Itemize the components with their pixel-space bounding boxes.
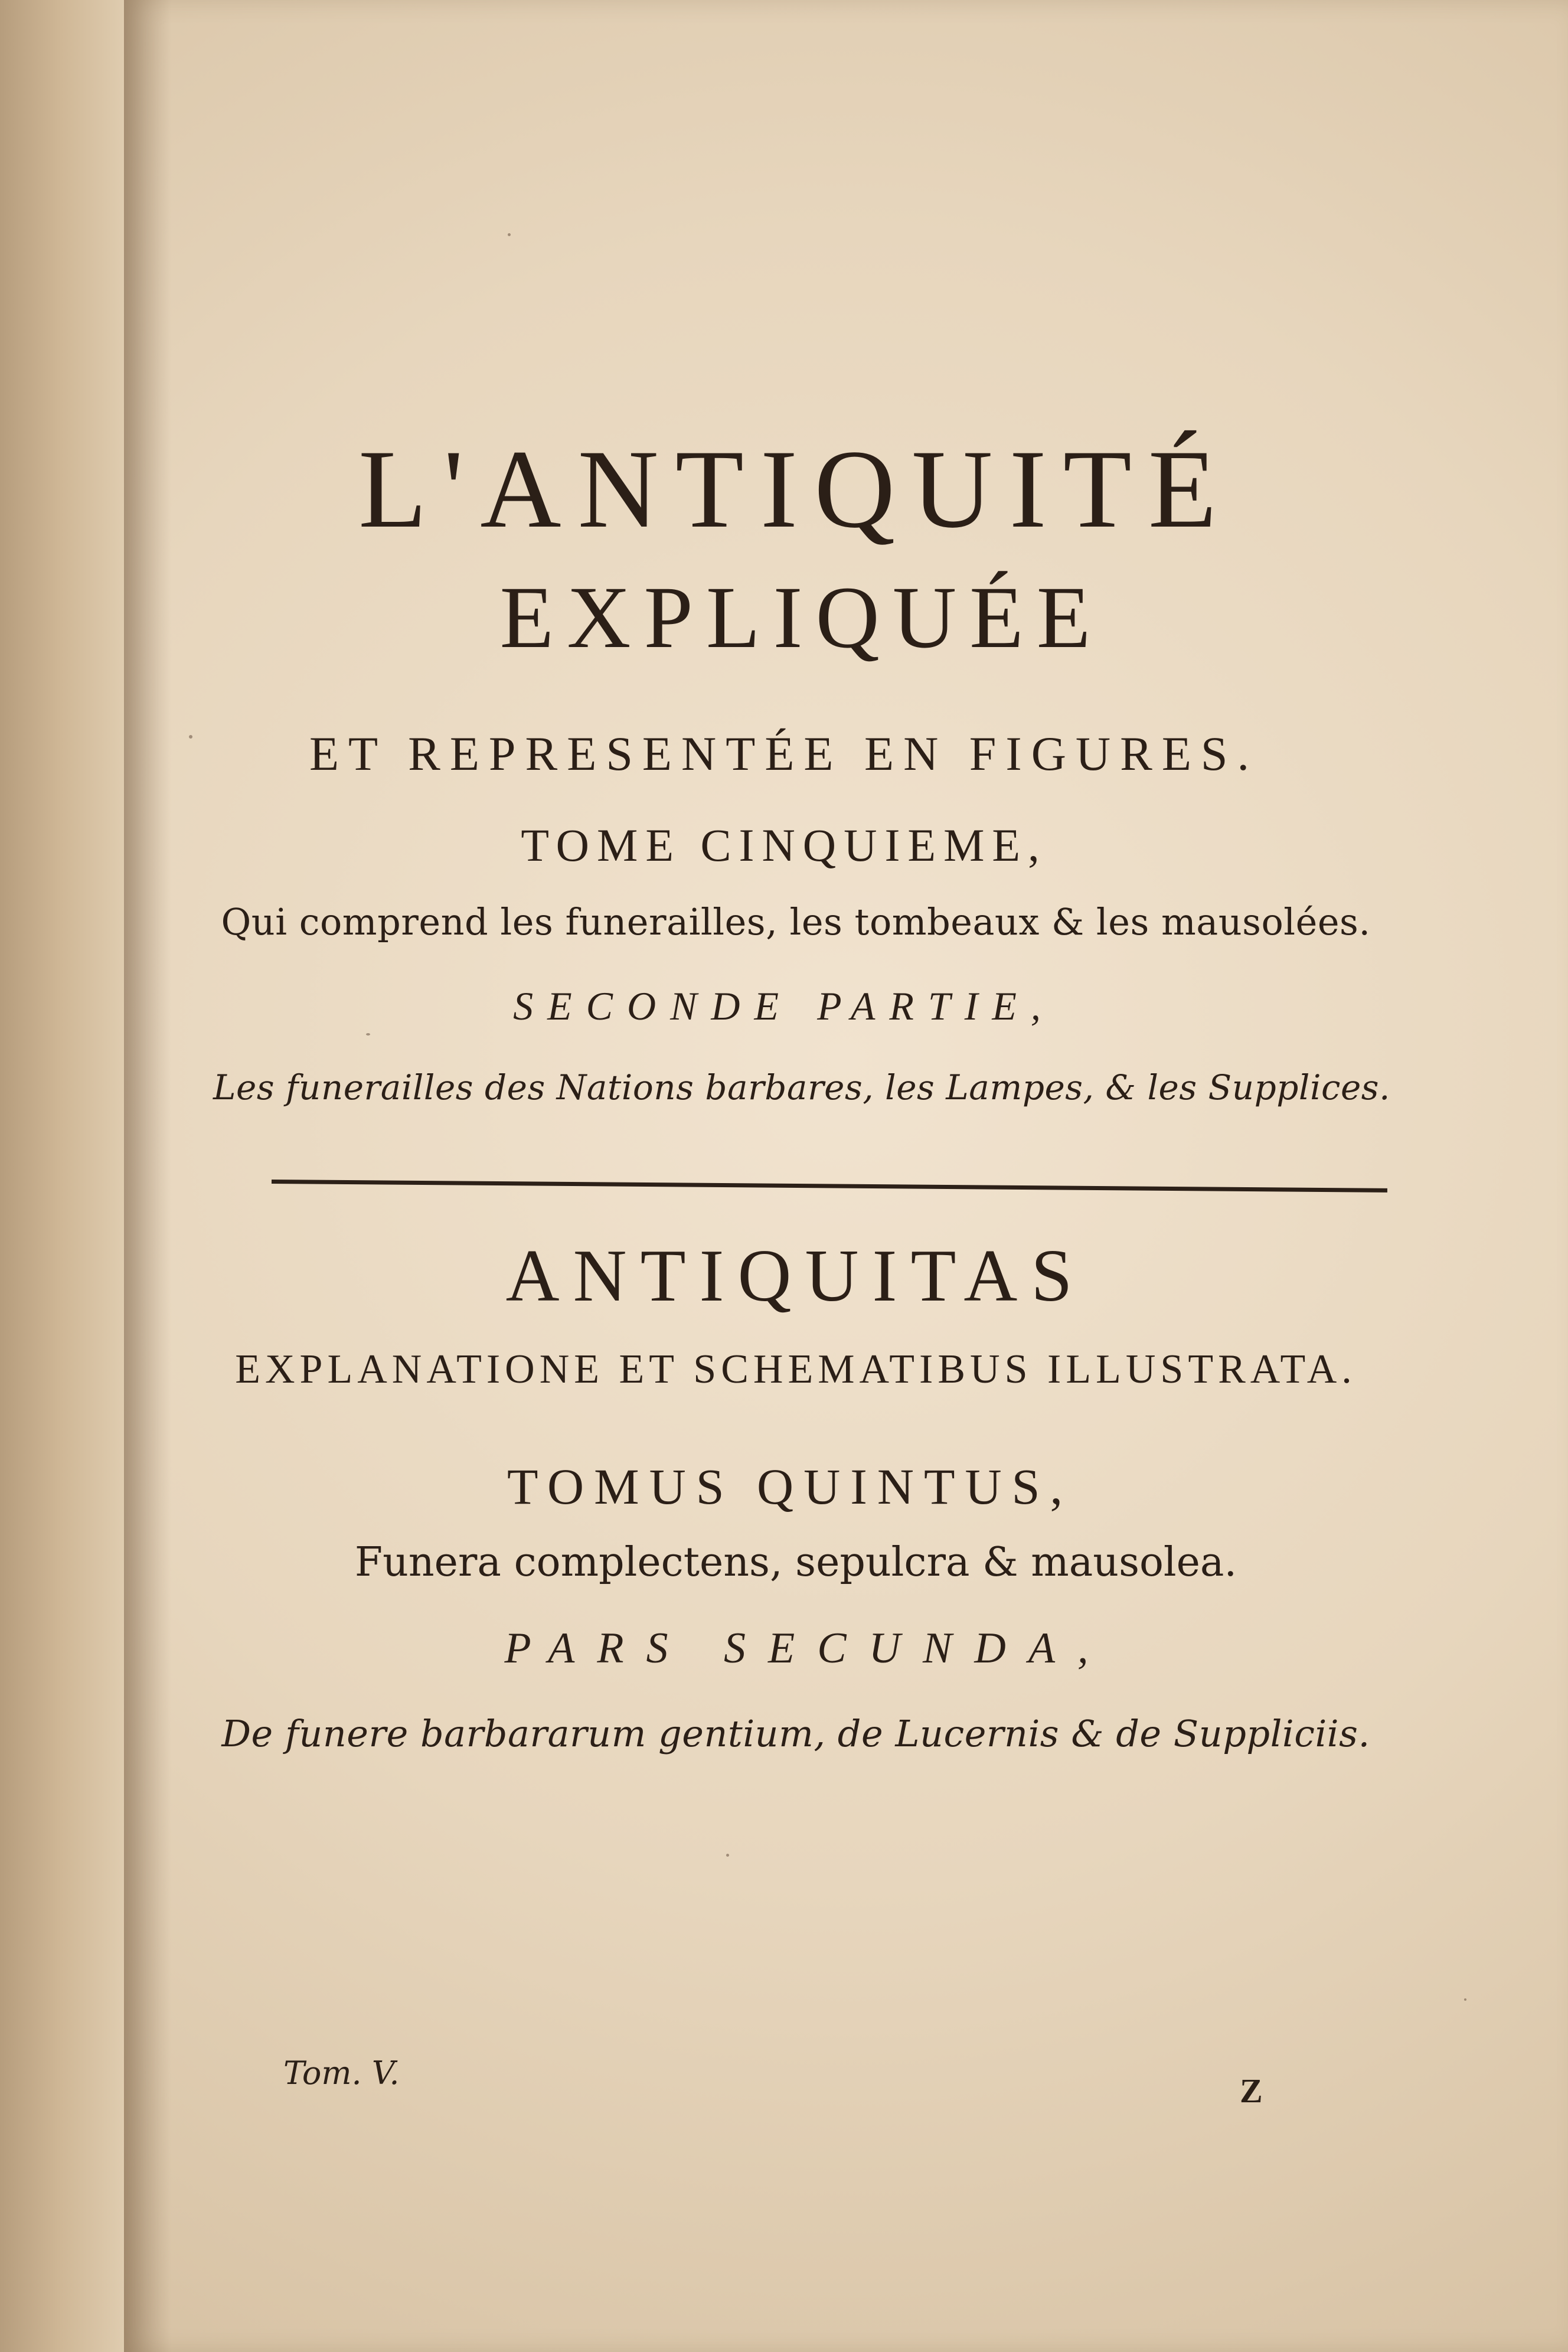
paper-speck: [726, 1854, 729, 1857]
paper-speck: [189, 735, 192, 739]
french-volume: TOME CINQUIEME,: [521, 819, 1047, 871]
french-title-main: L'ANTIQUITÉ: [358, 427, 1233, 551]
tome-number: Tom. V.: [283, 2054, 400, 2092]
french-detail: Les funerailles des Nations barbares, les Lampes, & les Supplices.: [213, 1067, 1390, 1108]
latin-part: PARS SECUNDA,: [504, 1624, 1111, 1672]
latin-title-main: ANTIQUITAS: [505, 1235, 1086, 1317]
latin-subtitle: EXPLANATIONE ET SCHEMATIBUS ILLUSTRATA.: [235, 1347, 1357, 1392]
paper-speck: [366, 1033, 370, 1035]
signature-mark: Z: [1240, 2072, 1263, 2110]
page-gutter-shadow: [124, 0, 171, 2352]
paper-speck: [1464, 1998, 1466, 2001]
french-part: SECONDE PARTIE,: [513, 984, 1055, 1028]
paper-speck: [508, 233, 511, 236]
latin-detail: De funere barbararum gentium, de Lucernis & de Suppliciis.: [221, 1712, 1370, 1755]
book-left-edge: [0, 0, 136, 2352]
french-description: Qui comprend les funerailles, les tombeaux & les mausolées.: [221, 900, 1371, 943]
book-page: [124, 0, 1568, 2352]
french-subtitle: ET REPRESENTÉE EN FIGURES.: [309, 727, 1259, 780]
french-title-second: EXPLIQUÉE: [499, 569, 1104, 667]
latin-volume: TOMUS QUINTUS,: [507, 1458, 1073, 1515]
latin-description: Funera complectens, sepulcra & mausolea.: [354, 1539, 1237, 1586]
